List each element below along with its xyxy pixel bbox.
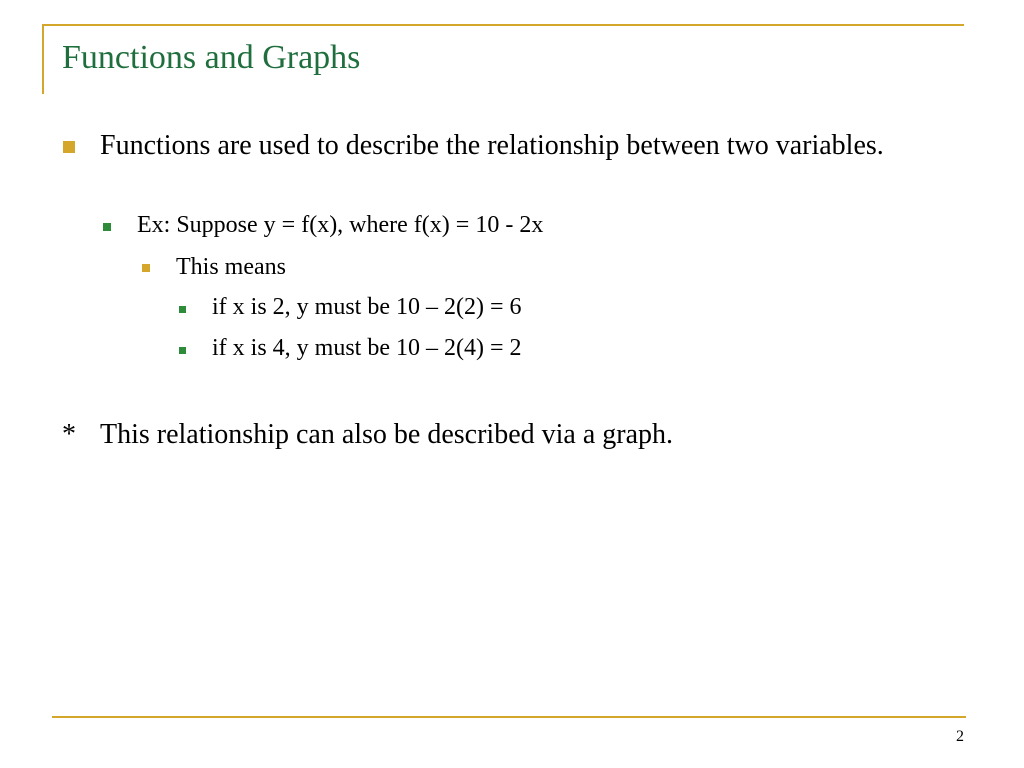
bullet-level-4-item: if x is 2, y must be 10 – 2(2) = 6 — [212, 294, 522, 320]
bullet-level-4-item: if x is 4, y must be 10 – 2(4) = 2 — [212, 335, 522, 361]
top-divider — [42, 24, 964, 26]
square-bullet-icon — [142, 264, 150, 272]
page-number: 2 — [956, 728, 964, 745]
slide-title: Functions and Graphs — [62, 39, 361, 76]
square-bullet-icon — [63, 141, 75, 153]
asterisk-marker: * — [62, 419, 76, 450]
bullet-level-1: Functions are used to describe the relationship between two variables. — [100, 130, 884, 161]
left-accent-bar — [42, 24, 44, 94]
square-bullet-icon — [179, 306, 186, 313]
bullet-level-2: Ex: Suppose y = f(x), where f(x) = 10 - 2x — [137, 212, 544, 238]
bottom-divider — [52, 716, 966, 718]
note-text: This relationship can also be described via a graph. — [100, 419, 674, 450]
square-bullet-icon — [179, 347, 186, 354]
bullet-level-3: This means — [176, 254, 286, 280]
square-bullet-icon — [103, 223, 111, 231]
